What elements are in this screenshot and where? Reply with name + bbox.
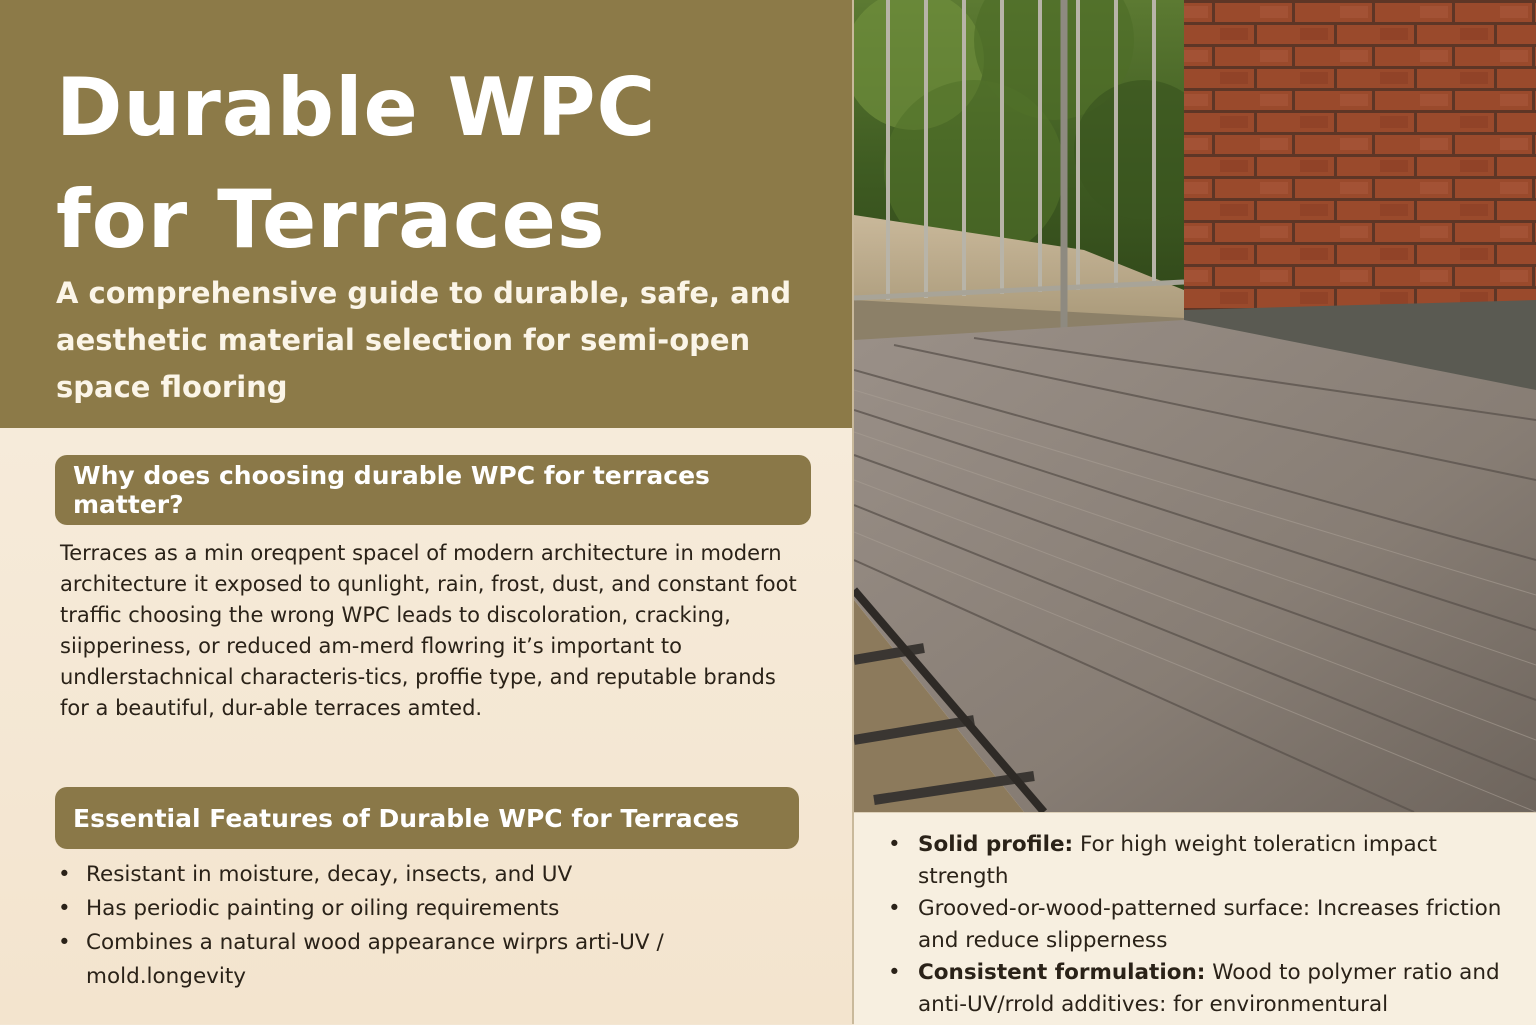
section-heading-why: Why does choosing durable WPC for terraces matter? [55,455,811,525]
item-label: Consistent formulation: [918,960,1206,985]
title-line-2: for Terraces [56,173,606,266]
profile-features-list [888,829,1508,1021]
list-item: • Resistant in moisture, decay, insects, and UV [58,858,758,892]
terrace-photo [854,0,1536,812]
item-text: For high weight toleraticn impact strength [918,832,1437,889]
item-text: Grooved-or-wood-patterned surface: Increases friction and reduce slipperness [918,896,1502,953]
title-line-1: Durable WPC [56,61,657,154]
page-subtitle: A comprehensive guide to durable, safe, and aesthetic material selection for semi-open space flooring [56,276,792,404]
intro-paragraph: Terraces as a min oreqpent spacel of modern architecture in modern architecture it exposed to qunlight, rain, frost, dust, and constant foot traffic choosing the wrong WPC leads to discoloration, cracking, siipperiness, or reduced am-merd flowring it’s important to undlerstachnical characteris-tics, proffie type, and reputable brands for a beautiful, dur-able terraces amted. [60,541,797,720]
list-item: • Has periodic painting or oiling requirements [58,892,758,926]
list-item [888,893,1508,957]
list-item: • Combines a natural wood appearance wirprs arti-UV / mold.longevity [58,926,758,994]
features-list [58,858,758,994]
item-text: Wood to polymer ratio and anti-UV/rrold additives: for environmentural [918,960,1500,1017]
page-title [56,52,836,276]
list-item [888,829,1508,893]
section-heading-features: Essential Features of Durable WPC for Terraces [55,787,799,849]
header-banner [0,0,852,428]
item-label: Solid profile: [918,832,1074,857]
list-item [888,957,1508,1021]
